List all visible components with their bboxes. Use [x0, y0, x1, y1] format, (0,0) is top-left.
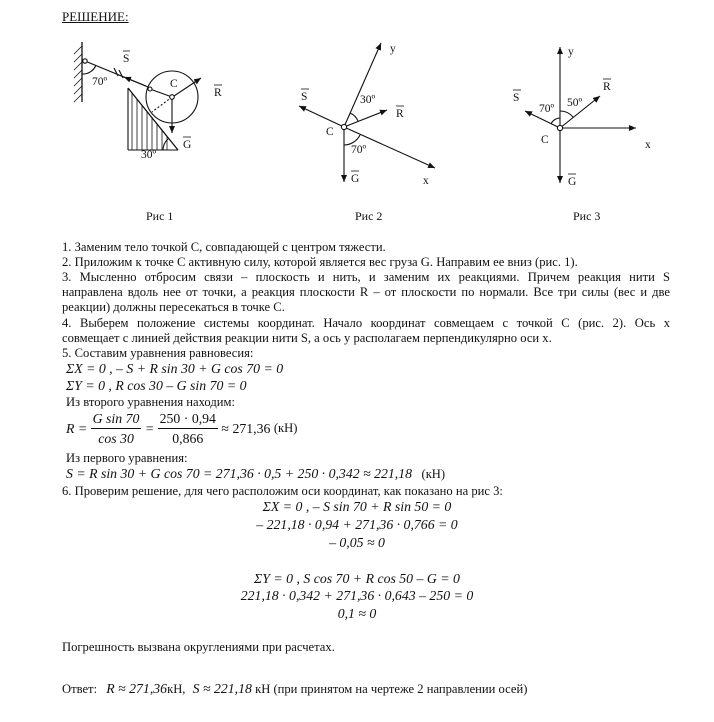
from-second-label: Из второго уравнения находим: — [66, 395, 235, 409]
check-x-line-3: – 0,05 ≈ 0 — [329, 535, 385, 550]
figure-1 — [74, 42, 201, 150]
svg-text:30º: 30º — [141, 149, 157, 161]
fraction-1-num: G sin 70 — [91, 410, 142, 429]
figure-3 — [525, 47, 636, 183]
check-y-line-2: 221,18 · 0,342 + 271,36 · 0,643 – 250 = 0 — [240, 588, 474, 603]
figures-svg — [0, 0, 714, 235]
answer-note: (при принятом на чертеже 2 направлении осей) — [273, 682, 528, 696]
fraction-2-num: 250 · 0,94 — [158, 410, 218, 429]
step-5: 5. Составим уравнения равновесия: — [62, 346, 254, 360]
formula-r — [66, 410, 297, 447]
svg-text:30º: 30º — [360, 94, 376, 106]
step-4-line-2: совмещает с линией действия реакции нити S, а ось y располагаем перпендикулярно оси x. — [62, 331, 552, 345]
svg-text:50º: 50º — [567, 97, 583, 109]
equation-s-unit: (кН) — [421, 467, 446, 481]
from-first-label: Из первого уравнения: — [66, 451, 188, 465]
check-y-line-1: ΣY = 0 , S cos 70 + R cos 50 – G = 0 — [254, 571, 460, 586]
equation-sum-y: ΣY = 0 , R cos 30 – G sin 70 = 0 — [66, 378, 247, 393]
step-3-line-2: направлена вдоль нее от точки, а реакция плоскости R – от плоскости по нормали. Все три силы (вес и две — [62, 285, 670, 299]
svg-text:y: y — [568, 46, 574, 58]
svg-text:R: R — [214, 87, 222, 99]
figure-3-caption: Рис 3 — [573, 209, 601, 223]
svg-text:S: S — [301, 91, 308, 103]
svg-text:70º: 70º — [92, 76, 108, 88]
fraction-1-den: cos 30 — [98, 431, 134, 446]
svg-text:C: C — [170, 78, 178, 90]
check-x-line-1: ΣX = 0 , – S sin 70 + R sin 50 = 0 — [262, 499, 452, 514]
svg-text:G: G — [183, 139, 192, 151]
svg-text:G: G — [568, 176, 577, 188]
formula-r-equals: = — [144, 421, 155, 436]
svg-text:y: y — [390, 43, 396, 55]
figure-1-caption: Рис 1 — [146, 209, 174, 223]
svg-text:x: x — [423, 175, 429, 187]
svg-text:C: C — [326, 126, 334, 138]
fraction-1 — [91, 410, 142, 447]
answer-s: S ≈ 221,18 — [192, 681, 252, 696]
fraction-2 — [158, 410, 218, 447]
svg-text:R: R — [603, 81, 611, 93]
equation-sum-x: ΣX = 0 , – S + R sin 30 + G cos 70 = 0 — [66, 361, 284, 376]
equation-s-text: S = R sin 30 + G cos 70 = 271,36 · 0,5 + 250 · 0,342 ≈ 221,18 — [66, 466, 413, 481]
answer-line — [62, 680, 527, 697]
equation-s — [66, 465, 445, 483]
answer-r-unit: кН, — [167, 682, 186, 696]
answer-label: Ответ: — [62, 682, 98, 696]
step-3-line-1: 3. Мысленно отбросим связи – плоскость и нить, и заменим их реакциями. Причем реакция нити S — [62, 270, 670, 284]
step-3-line-3: реакции) должны пересекаться в точке C. — [62, 300, 285, 314]
check-x-line-2: – 221,18 · 0,94 + 271,36 · 0,766 = 0 — [256, 517, 458, 532]
figure-2-caption: Рис 2 — [355, 209, 383, 223]
error-note: Погрешность вызвана округлениями при расчетах. — [62, 640, 335, 654]
svg-text:C: C — [541, 134, 549, 146]
formula-r-lhs: R = — [66, 421, 88, 436]
fraction-2-den: 0,866 — [172, 431, 204, 446]
answer-r: R ≈ 271,36 — [106, 681, 168, 696]
svg-text:R: R — [396, 108, 404, 120]
svg-text:S: S — [513, 92, 520, 104]
formula-r-result: ≈ 271,36 — [221, 421, 271, 436]
figure-2 — [299, 43, 435, 182]
figure-3-labels — [513, 46, 651, 188]
figure-2-labels — [301, 43, 429, 187]
svg-text:S: S — [123, 53, 130, 65]
page-heading: РЕШЕНИЕ: — [62, 9, 129, 24]
svg-text:x: x — [645, 139, 651, 151]
step-2: 2. Приложим к точке C активную силу, которой является вес груза G. Направим ее вниз (рис. 1). — [62, 255, 578, 269]
check-y-line-3: 0,1 ≈ 0 — [337, 606, 377, 621]
svg-text:70º: 70º — [539, 103, 555, 115]
check-intro: 6. Проверим решение, для чего расположим оси координат, как показано на рис 3: — [62, 484, 503, 498]
svg-text:G: G — [351, 173, 360, 185]
step-1: 1. Заменим тело точкой C, совпадающей с центром тяжести. — [62, 240, 386, 254]
svg-text:70º: 70º — [351, 144, 367, 156]
formula-r-unit: (кН) — [273, 421, 298, 435]
step-4-line-1: 4. Выберем положение системы координат. Начало координат совмещаем с точкой C (рис. 2). Ось x — [62, 316, 670, 330]
answer-s-unit: кН — [255, 682, 271, 696]
